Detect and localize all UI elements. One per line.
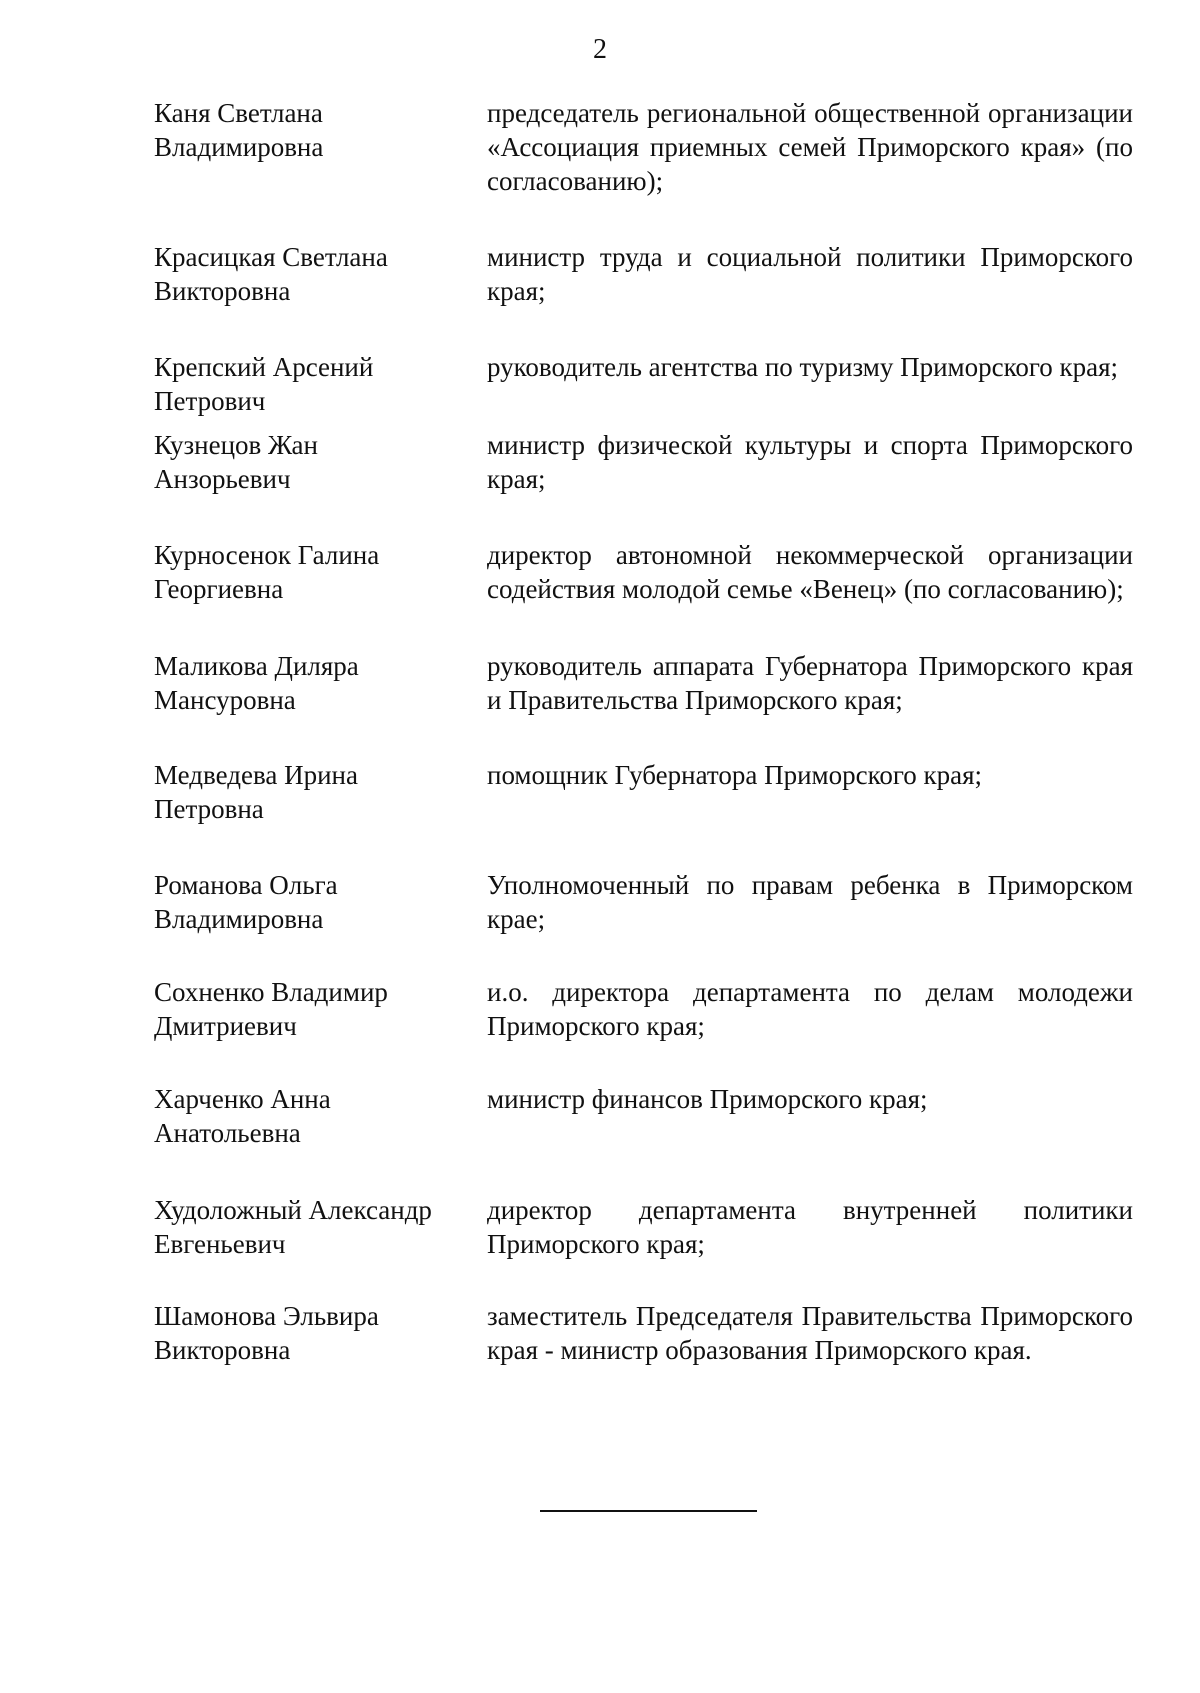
member-name-line: Сохненко Владимир [154, 977, 388, 1007]
member-name [154, 758, 454, 826]
member-name [154, 868, 454, 936]
member-position: помощник Губернатора Приморского края; [487, 760, 983, 790]
member-name-line: Медведева Ирина [154, 760, 358, 790]
member-position: руководитель аппарата Губернатора Приморского края и Правительства Приморского края; [487, 651, 1133, 715]
member-position: и.о. директора департамента по делам молодежи Приморского края; [487, 977, 1133, 1041]
member-position: директор автономной некоммерческой организации содействия молодой семье «Венец» (по согласованию); [487, 540, 1133, 604]
member-name [154, 428, 454, 496]
member-name-line: Евгеньевич [154, 1229, 286, 1259]
member-name-line: Владимировна [154, 132, 324, 162]
member-name [154, 350, 454, 418]
member-name-line: Курносенок Галина [154, 540, 380, 570]
end-separator-line [540, 1510, 757, 1512]
member-name-line: Харченко Анна [154, 1084, 331, 1114]
member-name-line: Викторовна [154, 276, 291, 306]
member-name-line: Романова Ольга [154, 870, 338, 900]
member-name-line: Георгиевна [154, 574, 284, 604]
member-position: министр финансов Приморского края; [487, 1084, 928, 1114]
member-name [154, 240, 454, 308]
member-name [154, 975, 454, 1043]
member-name-line: Петровна [154, 794, 264, 824]
member-position: Уполномоченный по правам ребенка в Приморском крае; [487, 870, 1133, 934]
member-position: министр труда и социальной политики Приморского края; [487, 242, 1133, 306]
member-name [154, 1082, 454, 1150]
member-name [154, 1193, 454, 1261]
member-name [154, 649, 454, 717]
member-position: руководитель агентства по туризму Приморского края; [487, 352, 1119, 382]
member-position: директор департамента внутренней политики Приморского края; [487, 1195, 1133, 1259]
member-name [154, 96, 454, 164]
member-position: министр физической культуры и спорта Приморского края; [487, 430, 1133, 494]
member-name-line: Викторовна [154, 1335, 291, 1365]
member-name-line: Петрович [154, 386, 266, 416]
member-name-line: Анзорьевич [154, 464, 291, 494]
member-name-line: Шамонова Эльвира [154, 1301, 379, 1331]
member-name-line: Маликова Диляра [154, 651, 359, 681]
member-name [154, 538, 454, 606]
member-name-line: Дмитриевич [154, 1011, 297, 1041]
member-position: заместитель Председателя Правительства Приморского края - министр образования Приморского края. [487, 1301, 1133, 1365]
member-name [154, 1299, 454, 1367]
member-name-line: Анатольевна [154, 1118, 301, 1148]
member-name-line: Красицкая Светлана [154, 242, 388, 272]
member-name-line: Крепский Арсений [154, 352, 374, 382]
member-name-line: Владимировна [154, 904, 324, 934]
member-name-line: Худоложный Александр [154, 1195, 432, 1225]
member-position: председатель региональной общественной организации «Ассоциация приемных семей Приморского края» (по согласованию); [487, 98, 1133, 196]
page-number: 2 [593, 34, 607, 65]
member-name-line: Мансуровна [154, 685, 296, 715]
member-name-line: Кузнецов Жан [154, 430, 318, 460]
member-name-line: Каня Светлана [154, 98, 323, 128]
